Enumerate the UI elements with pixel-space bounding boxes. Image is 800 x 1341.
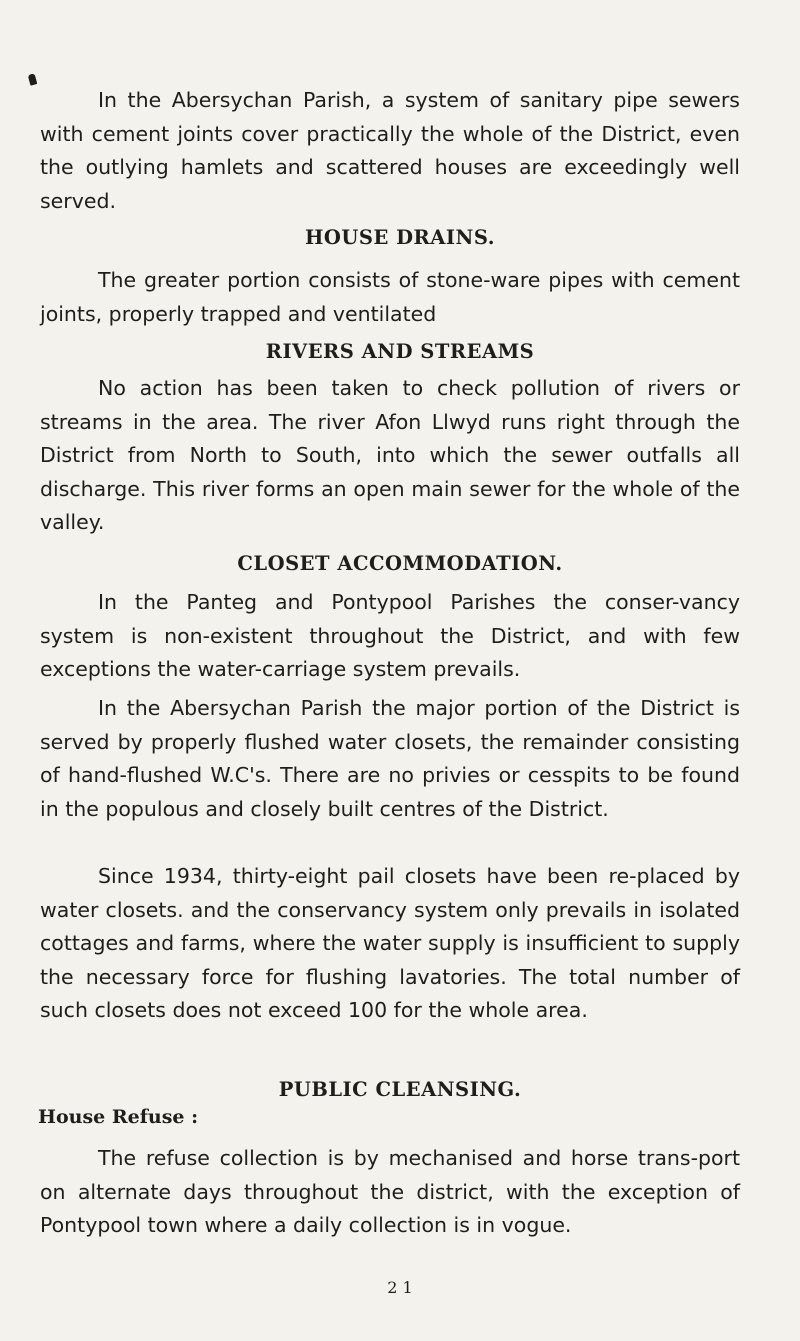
heading-closet-accommodation: CLOSET ACCOMMODATION. (237, 552, 563, 575)
paragraph-closet-since-1934: Since 1934, thirty-eight pail closets have been re-placed by water closets. and the conservancy system only prevails in isolated cottages and farms, where the water supply is insufficient to supply the necessary force for flushing lavatories. The total number of such closets does not exceed 100 for the whole area. (40, 864, 740, 1023)
heading-rivers-streams: RIVERS AND STREAMS (265, 340, 535, 363)
heading-house-drains: HOUSE DRAINS. (304, 226, 496, 249)
paragraph-rivers-streams: No action has been taken to check pollution of rivers or streams in the area. The river Afon Llwyd runs right through the District from North to South, into which the sewer outfalls all discharge. This river forms an open main sewer for the whole of the valley. (40, 376, 740, 535)
paragraph-sewers-abersychan: In the Abersychan Parish, a system of sanitary pipe sewers with cement joints cover practically the whole of the District, even the outlying hamlets and scattered houses are exceedingly well served. (40, 88, 740, 213)
page-number: 2 1 (387, 1278, 413, 1297)
paragraph-house-refuse: The refuse collection is by mechanised and horse trans-port on alternate days throughout the district, with the exception of Pontypool town where a daily collection is in vogue. (40, 1146, 740, 1238)
paragraph-closet-abersychan: In the Abersychan Parish the major portion of the District is served by properly flushed water closets, the remainder consisting of hand-flushed W.C's. There are no privies or cesspits to be found in the populous and closely built centres of the District. (40, 696, 740, 821)
ink-mark (28, 73, 38, 85)
paragraph-house-drains: The greater portion consists of stone-ware pipes with cement joints, properly trapped and ventilated (40, 268, 740, 326)
subheading-house-refuse: House Refuse : (38, 1106, 199, 1128)
heading-public-cleansing: PUBLIC CLEANSING. (278, 1078, 522, 1101)
paragraph-closet-panteg: In the Panteg and Pontypool Parishes the conser-vancy system is non-existent throughout the District, and with few exceptions the water-carriage system prevails. (40, 590, 740, 682)
